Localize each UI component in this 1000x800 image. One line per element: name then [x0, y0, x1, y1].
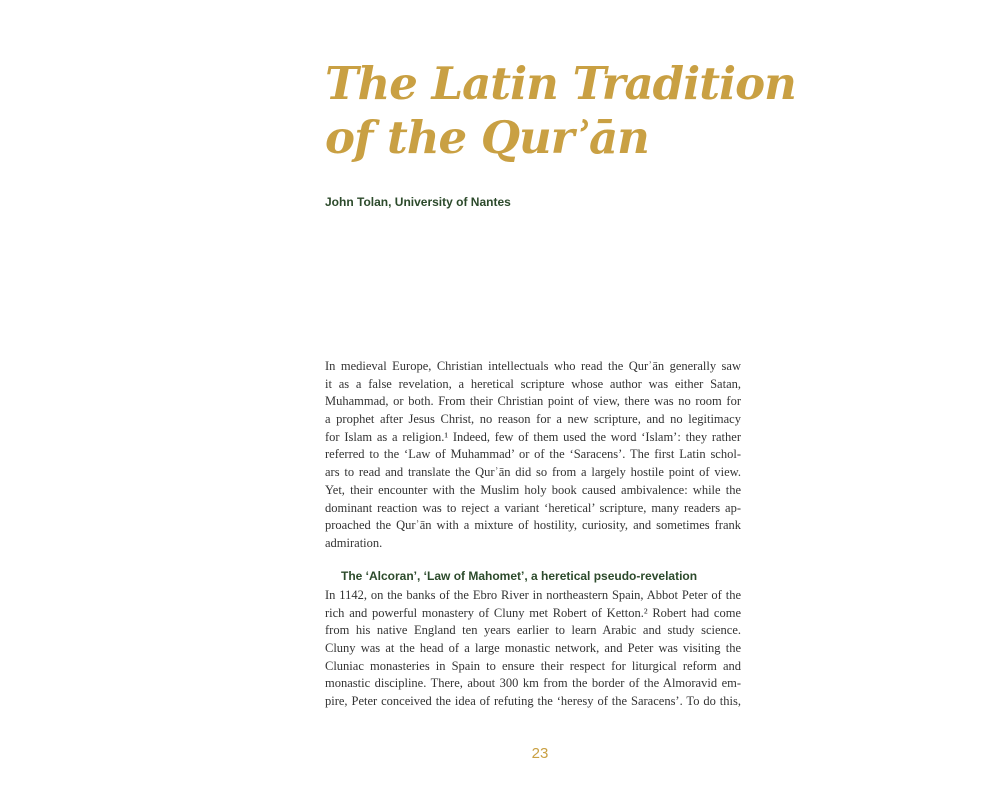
- text-line: monastic discipline. There, about 300 km from the border of the Almoravid em-: [325, 676, 741, 691]
- section-heading: The ‘Alcoran’, ‘Law of Mahomet’, a heretical pseudo-revelation: [341, 569, 698, 583]
- author-byline: John Tolan, University of Nantes: [325, 195, 511, 209]
- page-number: [0, 745, 1000, 763]
- chapter-title: [325, 57, 796, 165]
- text-line: from his native England ten years earlier to learn Arabic and study science.: [325, 623, 741, 638]
- text-line: ars to read and translate the Qurʾān did so from a largely hostile point of view.: [325, 465, 741, 480]
- text-line: dominant reaction was to reject a variant ‘heretical’ scripture, many readers ap-: [325, 500, 741, 515]
- text-line: Cluniac monasteries in Spain to ensure their respect for liturgical reform and: [325, 658, 741, 673]
- text-line: admiration.: [325, 535, 383, 550]
- text-line: Muhammad, or both. From their Christian point of view, there was no room for: [325, 394, 741, 409]
- text-line: referred to the ‘Law of Muhammad’ or of the ‘Saracens’. The first Latin schol-: [325, 447, 741, 462]
- chapter-title-line-1: The Latin Tradition: [325, 57, 796, 110]
- chapter-title-line-2: of the Qurʾān: [325, 111, 649, 164]
- intro-paragraph: [325, 358, 741, 553]
- text-line: In medieval Europe, Christian intellectuals who read the Qurʾān generally saw: [325, 359, 741, 373]
- section-paragraph: [325, 587, 741, 711]
- text-line: it as a false revelation, a heretical scripture whose author was either Satan,: [325, 376, 741, 391]
- text-line: In 1142, on the banks of the Ebro River in northeastern Spain, Abbot Peter of the: [325, 588, 741, 602]
- text-line: Cluny was at the head of a large monastic network, and Peter was visiting the: [325, 641, 741, 656]
- text-line: Yet, their encounter with the Muslim holy book caused ambivalence: while the: [325, 482, 741, 497]
- text-line: rich and powerful monastery of Cluny met Robert of Ketton.² Robert had come: [325, 605, 741, 620]
- text-line: proached the Qurʾān with a mixture of hostility, curiosity, and sometimes frank: [325, 518, 741, 533]
- text-line: pire, Peter conceived the idea of refuting the ‘heresy of the Saracens’. To do this,: [325, 694, 741, 709]
- page-number-label: 23: [531, 745, 549, 762]
- text-line: for Islam as a religion.¹ Indeed, few of them used the word ‘Islam’: they rather: [325, 429, 741, 444]
- text-line: a prophet after Jesus Christ, no reason for a new scripture, and no legitimacy: [325, 412, 741, 427]
